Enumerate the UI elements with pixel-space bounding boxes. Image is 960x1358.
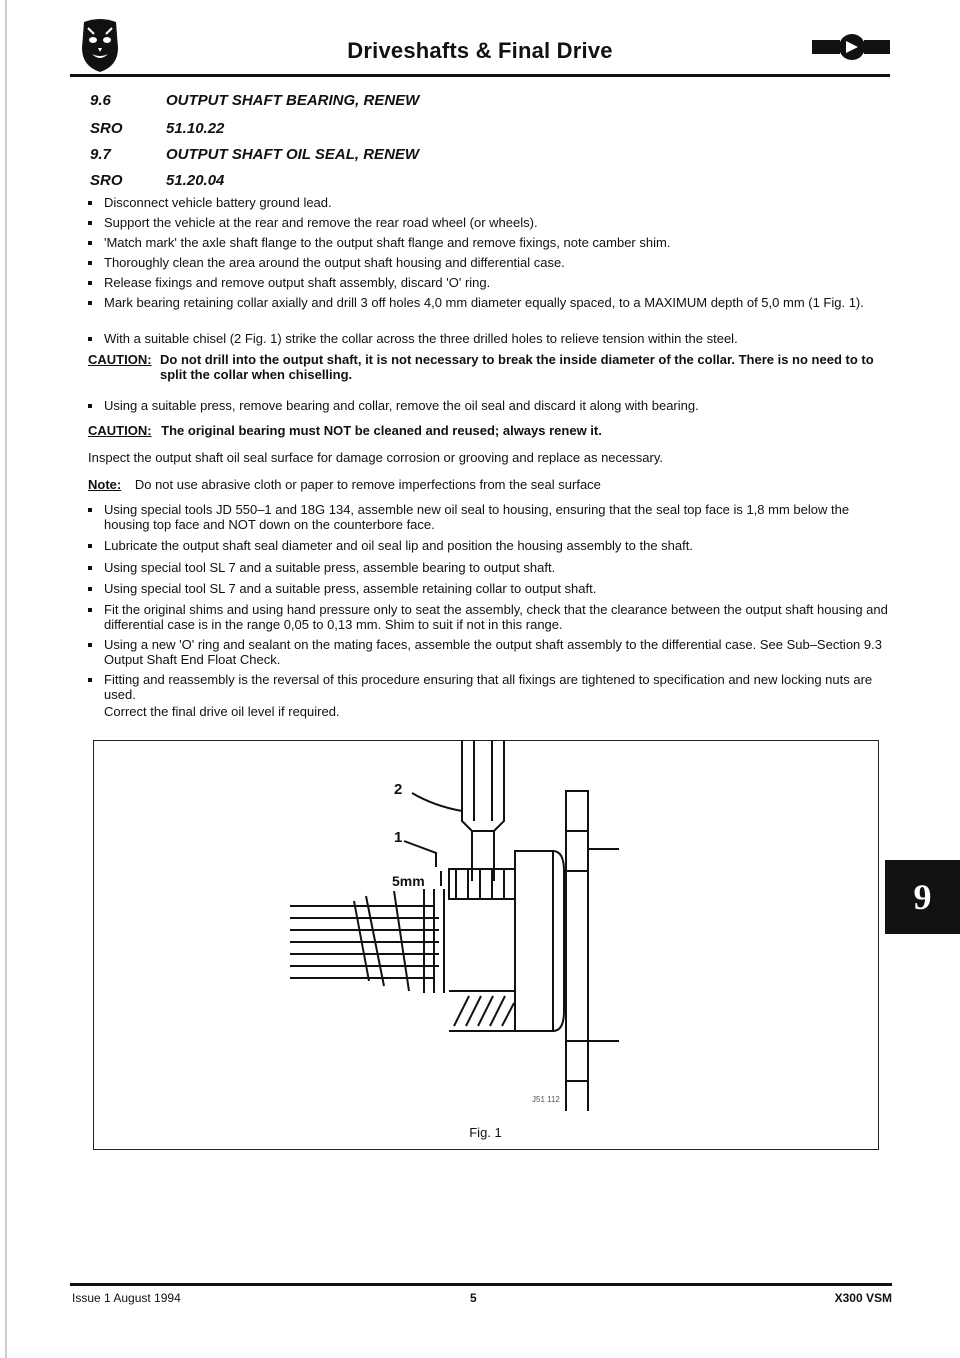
section-number: SRO	[90, 120, 123, 137]
list-item	[88, 398, 898, 413]
section-heading-sro-2	[90, 172, 690, 192]
page-number: 5	[470, 1291, 477, 1305]
list-item	[88, 255, 898, 270]
callout-label-2: 2	[394, 781, 403, 798]
list-item-text: 'Match mark' the axle shaft flange to the output shaft flange and remove fixings, note camber shim.	[104, 235, 671, 250]
list-item-text: Release fixings and remove output shaft assembly, discard 'O' ring.	[104, 275, 491, 290]
driveshaft-section-icon	[810, 32, 892, 62]
section-heading-9-7	[90, 146, 690, 166]
bullet-icon	[88, 241, 92, 245]
bullet-icon	[88, 404, 92, 408]
list-item	[88, 637, 898, 667]
list-item-text: Using special tool SL 7 and a suitable press, assemble retaining collar to output shaft.	[104, 581, 597, 596]
dimension-label-5mm: 5mm	[392, 873, 425, 889]
section-title: 51.20.04	[166, 172, 225, 189]
list-item	[88, 331, 898, 346]
bullet-icon	[88, 261, 92, 265]
section-title: 51.10.22	[166, 120, 225, 137]
bullet-icon	[88, 201, 92, 205]
list-item-text: Using a suitable press, remove bearing and collar, remove the oil seal and discard it along with bearing.	[104, 398, 699, 413]
bullet-icon	[88, 678, 92, 682]
bullet-icon	[88, 281, 92, 285]
list-item	[88, 560, 898, 575]
bullet-icon	[88, 301, 92, 305]
scan-edge-line	[5, 0, 7, 1358]
list-item	[88, 502, 898, 532]
list-item-text: Thoroughly clean the area around the output shaft housing and differential case.	[104, 255, 565, 270]
list-item-text: With a suitable chisel (2 Fig. 1) strike the collar across the three drilled holes to relieve tension within the steel.	[104, 331, 738, 346]
page-title: Driveshafts & Final Drive	[347, 38, 613, 63]
list-item	[88, 235, 898, 250]
bullet-icon	[88, 221, 92, 225]
bullet-icon	[88, 643, 92, 647]
callout-label-1: 1	[394, 829, 403, 846]
section-number: 9.6	[90, 92, 111, 109]
footer-issue: Issue 1 August 1994	[72, 1291, 181, 1305]
list-item	[88, 295, 898, 310]
list-item	[88, 195, 898, 210]
bullet-icon	[88, 608, 92, 612]
footer-manual-code: X300 VSM	[834, 1291, 892, 1305]
section-number: 9.7	[90, 146, 111, 163]
section-title: OUTPUT SHAFT OIL SEAL, RENEW	[166, 146, 420, 163]
bullet-icon	[88, 544, 92, 548]
bullet-icon	[88, 508, 92, 512]
list-item	[88, 602, 898, 632]
list-item	[88, 275, 898, 290]
caution-block	[88, 352, 898, 382]
list-item-text: Fitting and reassembly is the reversal of this procedure ensuring that all fixings are tightened to specification and new locking nuts are used.	[104, 672, 873, 702]
inspect-paragraph: Inspect the output shaft oil seal surface for damage corrosion or grooving and replace as necessary.	[88, 450, 663, 465]
caution-text: Do not drill into the output shaft, it is not necessary to break the inside diameter of the collar. There is no need to to split the collar when chiselling.	[160, 352, 874, 382]
output-shaft-diagram	[94, 741, 877, 1111]
section-heading-sro-1	[90, 120, 690, 140]
header-rule	[70, 74, 890, 77]
chapter-tab: 9	[885, 860, 960, 934]
list-item-text: Using special tools JD 550–1 and 18G 134, assemble new oil seal to housing, ensuring that the seal top face is 1,8 mm below the housing top face and NOT down on the counterbore face.	[104, 502, 850, 532]
section-heading-9-6	[90, 92, 690, 112]
final-instruction: Correct the final drive oil level if required.	[104, 704, 340, 719]
note-text: Do not use abrasive cloth or paper to remove imperfections from the seal surface	[134, 477, 601, 492]
list-item	[88, 581, 898, 596]
caution-block	[88, 423, 898, 438]
list-item	[88, 215, 898, 230]
bullet-icon	[88, 587, 92, 591]
note-block	[88, 477, 898, 492]
list-item-text: Lubricate the output shaft seal diameter and oil seal lip and position the housing assembly to the shaft.	[104, 538, 693, 553]
figure-caption: Fig. 1	[469, 1125, 502, 1140]
caution-label: CAUTION:	[88, 352, 152, 367]
bullet-icon	[88, 337, 92, 341]
caution-text: The original bearing must NOT be cleaned and reused; always renew it.	[161, 423, 602, 438]
list-item-text: Mark bearing retaining collar axially and drill 3 off holes 4,0 mm diameter equally spaced, to a MAXIMUM depth of 5,0 mm (1 Fig. 1).	[104, 295, 864, 310]
list-item-text: Fit the original shims and using hand pressure only to seat the assembly, check that the clearance between the output shaft housing and differential case is in the range 0,05 to 0,13 mm. Shim to suit if not in this range.	[104, 602, 888, 632]
section-number: SRO	[90, 172, 123, 189]
bullet-icon	[88, 566, 92, 570]
list-item	[88, 538, 898, 553]
list-item-text: Disconnect vehicle battery ground lead.	[104, 195, 332, 210]
figure-box	[93, 740, 879, 1150]
footer-rule	[70, 1283, 892, 1286]
section-title: OUTPUT SHAFT BEARING, RENEW	[166, 92, 420, 109]
list-item-text: Support the vehicle at the rear and remove the rear road wheel (or wheels).	[104, 215, 538, 230]
caution-label: CAUTION:	[88, 423, 152, 438]
note-label: Note:	[88, 477, 122, 492]
figure-code: J51 112	[532, 1095, 560, 1104]
list-item-text: Using special tool SL 7 and a suitable press, assemble bearing to output shaft.	[104, 560, 556, 575]
list-item-text: Using a new 'O' ring and sealant on the mating faces, assemble the output shaft assembly to the differential case. See Sub–Section 9.3 Output Shaft End Float Check.	[104, 637, 882, 667]
list-item	[88, 672, 898, 702]
